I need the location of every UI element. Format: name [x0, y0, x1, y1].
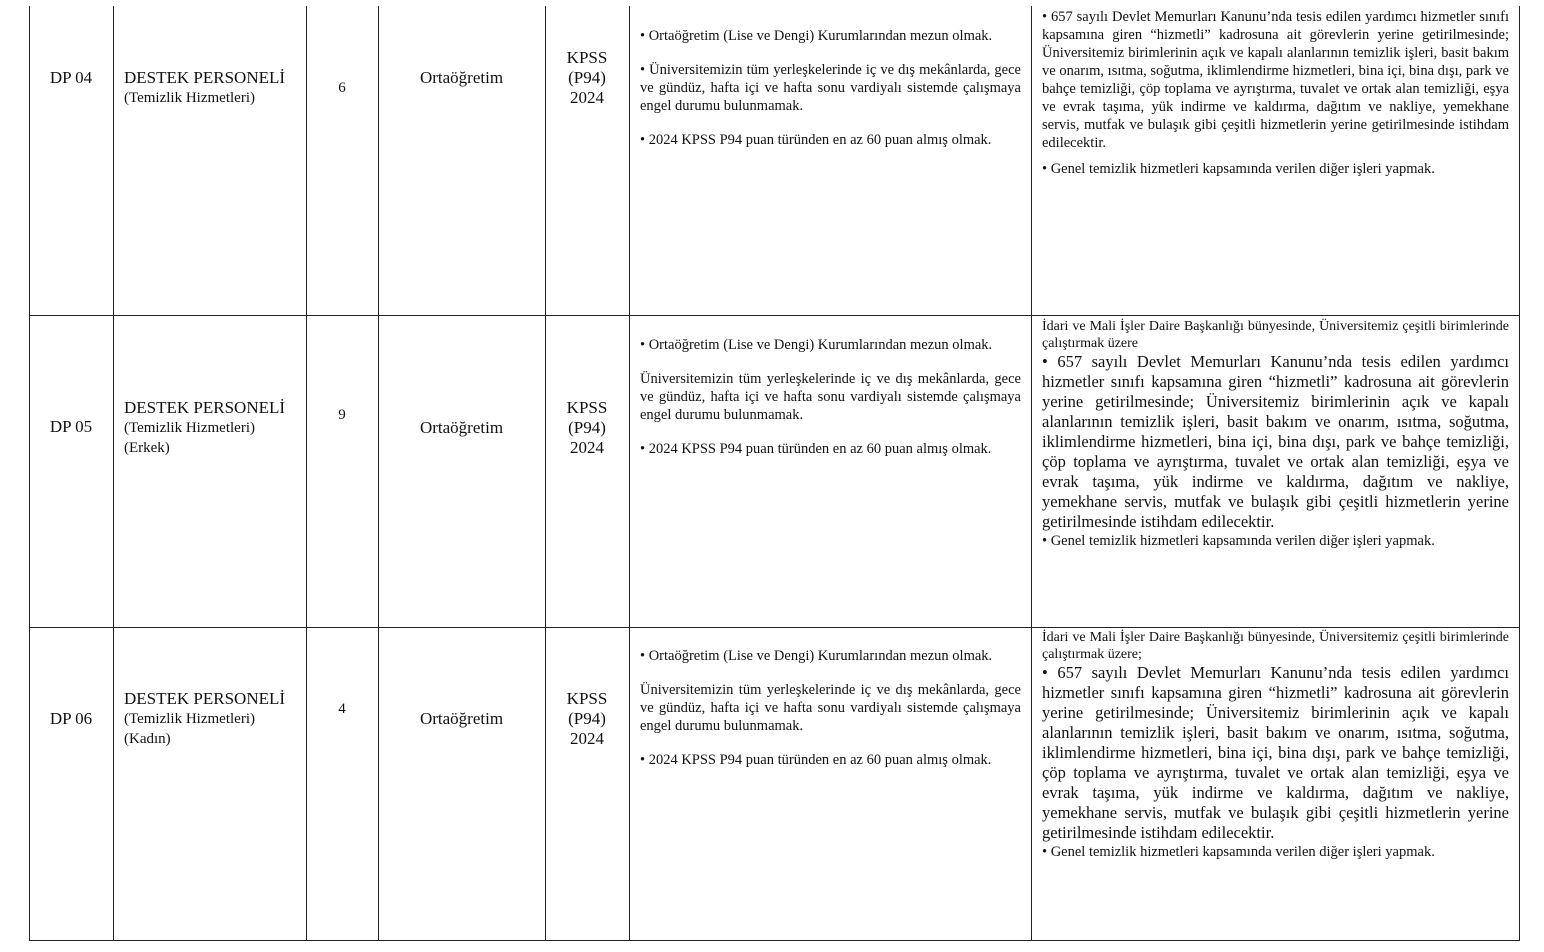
position-subtitle: (Kadın): [124, 731, 171, 747]
requirements: [640, 27, 1021, 165]
exam-name: KPSS: [566, 398, 608, 417]
row-divider: [29, 627, 1520, 628]
position-subtitle: (Erkek): [124, 440, 170, 456]
duty-main: • 657 sayılı Devlet Memurları Kanunu’nda tesis edilen yardımcı hizmetler sınıfı kapsamına giren “hizmetli” kadrosuna ait görevlerin yerine getirilmesinde; Üniversitemiz birimlerinin açık ve kapalı alanlarının temizlik işleri, basit bakım ve onarım, ısıtma, soğutma, iklimlendirme hizmetleri, bina içi, bina dışı, park ve bahçe temizliği, çöp toplama ve ayrıştırma, tuvalet ve ortak alan temizliği, eşya ve evrak taşıma, yük indirme ve kaldırma, dağıtım ve nakliye, yemekhane servis, mutfak ve bulaşık gibi çeşitli hizmetlerin yerine getirilmesinde istihdam edilecektir.: [1042, 9, 1509, 151]
duties: [1042, 629, 1509, 861]
position-quantity: 4: [338, 701, 346, 717]
position-code: DP 05: [49, 417, 93, 436]
duty-extra: • Genel temizlik hizmetleri kapsamında verilen diğer işleri yapmak.: [1042, 533, 1435, 549]
requirement-item: • Üniversitemizin tüm yerleşkelerinde iç ve dış mekânlarda, gece ve gündüz, hafta içi ve hafta sonu vardiyalı sistemde çalışmaya engel durumu bulunmamak.: [640, 62, 1021, 114]
position-quantity: 6: [338, 80, 346, 96]
education-level: Ortaöğretim: [419, 68, 504, 87]
duty-main: • 657 sayılı Devlet Memurları Kanunu’nda tesis edilen yardımcı hizmetler sınıfı kapsamına giren “hizmetli” kadrosuna ait görevlerin yerine getirilmesinde; Üniversitemiz birimlerinin açık ve kapalı alanlarının temizlik işleri, basit bakım ve onarım, ısıtma, soğutma, iklimlendirme hizmetleri, bina içi, bina dışı, park ve bahçe temizliği, çöp toplama ve ayrıştırma, tuvalet ve ortak alan temizliği, eşya ve evrak taşıma, yük indirme ve kaldırma, dağıtım ve nakliye, yemekhane servis, mutfak ve bulaşık gibi çeşitli hizmetlerin yerine getirilmesinde istihdam edilecektir.: [1042, 352, 1509, 531]
duty-extra: • Genel temizlik hizmetleri kapsamında verilen diğer işleri yapmak.: [1042, 844, 1435, 860]
requirement-item: • Ortaöğretim (Lise ve Dengi) Kurumlarından mezun olmak.: [640, 337, 993, 353]
exam-year: 2024: [570, 88, 604, 107]
exam-score-type: (P94): [568, 418, 606, 437]
duty-main: • 657 sayılı Devlet Memurları Kanunu’nda tesis edilen yardımcı hizmetler sınıfı kapsamına giren “hizmetli” kadrosuna ait görevlerin yerine getirilmesinde; Üniversitemiz birimlerinin açık ve kapalı alanlarının temizlik işleri, basit bakım ve onarım, ısıtma, soğutma, iklimlendirme hizmetleri, bina içi, bina dışı, park ve bahçe temizliği, çöp toplama ve ayrıştırma, tuvalet ve ortak alan temizliği, eşya ve evrak taşıma, yük indirme ve kaldırma, dağıtım ve nakliye, yemekhane servis, mutfak ve bulaşık gibi çeşitli hizmetlerin yerine getirilmesinde istihdam edilecektir.: [1042, 663, 1509, 842]
position-subtitle: (Temizlik Hizmetleri): [124, 90, 255, 106]
position-code: DP 06: [49, 709, 93, 728]
table-border-bottom: [29, 940, 1520, 941]
requirement-item: Üniversitemizin tüm yerleşkelerinde iç ve dış mekânlarda, gece ve gündüz, hafta içi ve hafta sonu vardiyalı sistemde çalışmaya engel durumu bulunmamak.: [640, 682, 1021, 734]
education-level: Ortaöğretim: [419, 709, 504, 728]
column-divider: [629, 6, 630, 941]
exam-year: 2024: [570, 438, 604, 457]
requirement-item: Üniversitemizin tüm yerleşkelerinde iç ve dış mekânlarda, gece ve gündüz, hafta içi ve hafta sonu vardiyalı sistemde çalışmaya engel durumu bulunmamak.: [640, 371, 1021, 423]
education-level: Ortaöğretim: [419, 418, 504, 437]
column-divider: [306, 6, 307, 941]
exam-name: KPSS: [566, 689, 608, 708]
requirement-item: • 2024 KPSS P94 puan türünden en az 60 puan almış olmak.: [640, 752, 992, 768]
exam-score-type: (P94): [568, 68, 606, 87]
duty-intro: İdari ve Mali İşler Daire Başkanlığı bünyesinde, Üniversitemiz çeşitli birimlerinde çalıştırmak üzere: [1042, 319, 1509, 351]
requirement-item: • Ortaöğretim (Lise ve Dengi) Kurumlarından mezun olmak.: [640, 648, 993, 664]
column-divider: [1031, 6, 1032, 941]
exam-score-type: (P94): [568, 709, 606, 728]
position-name: [124, 68, 304, 108]
column-divider: [545, 6, 546, 941]
duty-intro: İdari ve Mali İşler Daire Başkanlığı bünyesinde, Üniversitemiz çeşitli birimlerinde çalıştırmak üzere;: [1042, 630, 1509, 662]
requirement-item: • 2024 KPSS P94 puan türünden en az 60 puan almış olmak.: [640, 132, 992, 148]
column-divider: [113, 6, 114, 941]
exam-year: 2024: [570, 729, 604, 748]
position-title: DESTEK PERSONELİ: [124, 398, 286, 417]
table-border-left: [29, 6, 30, 941]
requirement-item: • 2024 KPSS P94 puan türünden en az 60 puan almış olmak.: [640, 441, 992, 457]
position-title: DESTEK PERSONELİ: [124, 689, 286, 708]
column-divider: [378, 6, 379, 941]
requirements: [640, 647, 1021, 785]
requirement-item: • Ortaöğretim (Lise ve Dengi) Kurumlarından mezun olmak.: [640, 28, 993, 44]
row-divider: [29, 315, 1520, 316]
exam-name: KPSS: [566, 48, 608, 67]
duties: [1042, 318, 1509, 550]
duties: [1042, 8, 1509, 178]
requirements: [640, 336, 1021, 474]
position-name: [124, 689, 304, 749]
position-code: DP 04: [49, 68, 93, 87]
table-border-right: [1519, 6, 1520, 941]
exam-type: [545, 398, 629, 458]
exam-type: [545, 48, 629, 108]
exam-type: [545, 689, 629, 749]
duty-extra: • Genel temizlik hizmetleri kapsamında verilen diğer işleri yapmak.: [1042, 161, 1435, 177]
position-quantity: 9: [338, 407, 346, 423]
position-name: [124, 398, 304, 458]
position-subtitle: (Temizlik Hizmetleri): [124, 711, 255, 727]
position-title: DESTEK PERSONELİ: [124, 68, 286, 87]
position-subtitle: (Temizlik Hizmetleri): [124, 420, 255, 436]
